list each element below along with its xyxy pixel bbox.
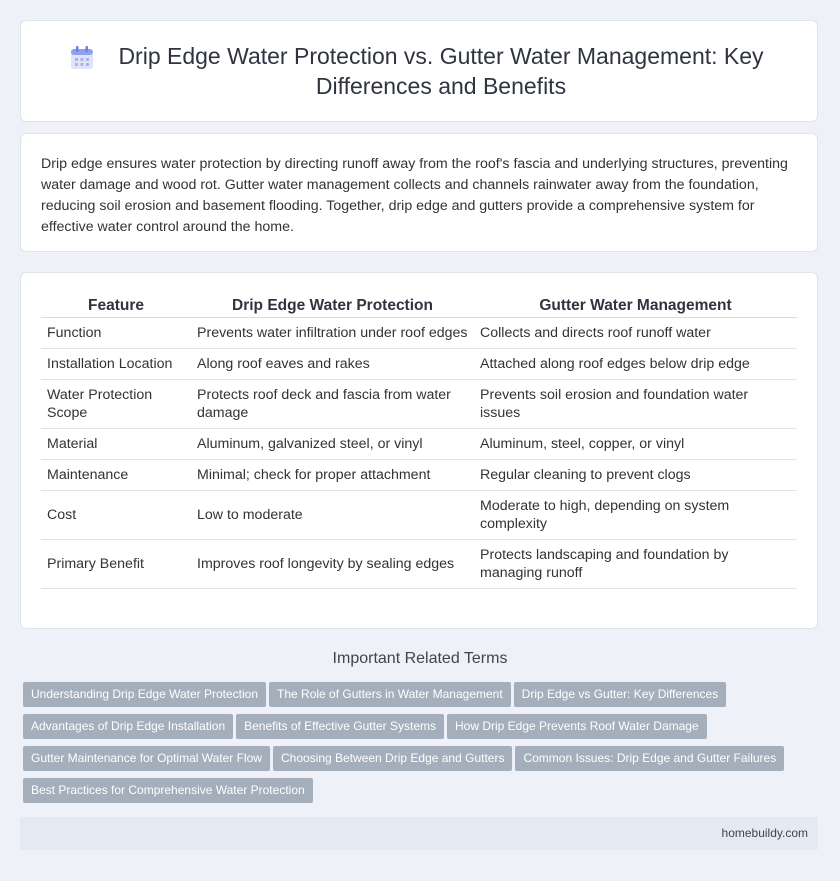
title-row	[69, 41, 769, 101]
feature-cell: Maintenance	[41, 460, 191, 491]
gutter-cell: Prevents soil erosion and foundation water issues	[474, 380, 797, 429]
intro-paragraph: Drip edge ensures water protection by directing runoff away from the roof's fascia and underlying structures, preventing water damage and wood rot. Gutter water management collects and channels rainwater away from the foundation, reducing soil erosion and basement flooding. Together, drip edge and gutters provide a comprehensive system for effective water control around the home.	[41, 156, 788, 235]
drip-edge-cell: Minimal; check for proper attachment	[191, 460, 474, 491]
comparison-card	[20, 272, 818, 629]
footer-site-link[interactable]: homebuildy.com	[721, 826, 808, 840]
page-title: Drip Edge Water Protection vs. Gutter Water Management: Key Differences and Benefits	[118, 43, 764, 99]
gutter-cell: Attached along roof edges below drip edge	[474, 349, 797, 380]
gutter-cell: Moderate to high, depending on system complexity	[474, 491, 797, 540]
drip-edge-cell: Low to moderate	[191, 491, 474, 540]
header-feature: Feature	[41, 289, 191, 318]
gutter-cell: Collects and directs roof runoff water	[474, 318, 797, 349]
comparison-table	[41, 289, 797, 589]
drip-edge-cell: Prevents water infiltration under roof edges	[191, 318, 474, 349]
related-term-link[interactable]: Gutter Maintenance for Optimal Water Flow	[23, 746, 270, 771]
related-term-link[interactable]: Understanding Drip Edge Water Protection	[23, 682, 266, 707]
related-term-link[interactable]: Benefits of Effective Gutter Systems	[236, 714, 444, 739]
feature-cell: Primary Benefit	[41, 540, 191, 589]
feature-cell: Function	[41, 318, 191, 349]
table-header-row	[41, 289, 797, 318]
related-term-link[interactable]: Choosing Between Drip Edge and Gutters	[273, 746, 512, 771]
feature-cell: Cost	[41, 491, 191, 540]
header-gutter: Gutter Water Management	[474, 289, 797, 318]
table-row	[41, 349, 797, 380]
drip-edge-cell: Improves roof longevity by sealing edges	[191, 540, 474, 589]
drip-edge-cell: Along roof eaves and rakes	[191, 349, 474, 380]
footer	[20, 817, 818, 850]
related-term-link[interactable]: How Drip Edge Prevents Roof Water Damage	[447, 714, 707, 739]
drip-edge-cell: Protects roof deck and fascia from water damage	[191, 380, 474, 429]
related-term-link[interactable]: Drip Edge vs Gutter: Key Differences	[514, 682, 727, 707]
gutter-cell: Regular cleaning to prevent clogs	[474, 460, 797, 491]
feature-cell: Water Protection Scope	[41, 380, 191, 429]
table-row	[41, 318, 797, 349]
related-term-link[interactable]: Best Practices for Comprehensive Water Protection	[23, 778, 313, 803]
feature-cell: Installation Location	[41, 349, 191, 380]
table-row	[41, 491, 797, 540]
intro-card	[20, 133, 818, 252]
related-terms-list	[23, 682, 823, 810]
table-row	[41, 460, 797, 491]
table-row	[41, 540, 797, 589]
gutter-cell: Aluminum, steel, copper, or vinyl	[474, 429, 797, 460]
gutter-cell: Protects landscaping and foundation by managing runoff	[474, 540, 797, 589]
calendar-icon	[69, 45, 95, 71]
header-drip-edge: Drip Edge Water Protection	[191, 289, 474, 318]
related-term-link[interactable]: The Role of Gutters in Water Management	[269, 682, 511, 707]
table-row	[41, 429, 797, 460]
drip-edge-cell: Aluminum, galvanized steel, or vinyl	[191, 429, 474, 460]
related-term-link[interactable]: Advantages of Drip Edge Installation	[23, 714, 233, 739]
title-card	[20, 20, 818, 122]
related-term-link[interactable]: Common Issues: Drip Edge and Gutter Failures	[515, 746, 784, 771]
related-terms-heading: Important Related Terms	[332, 650, 508, 667]
feature-cell: Material	[41, 429, 191, 460]
table-row	[41, 380, 797, 429]
